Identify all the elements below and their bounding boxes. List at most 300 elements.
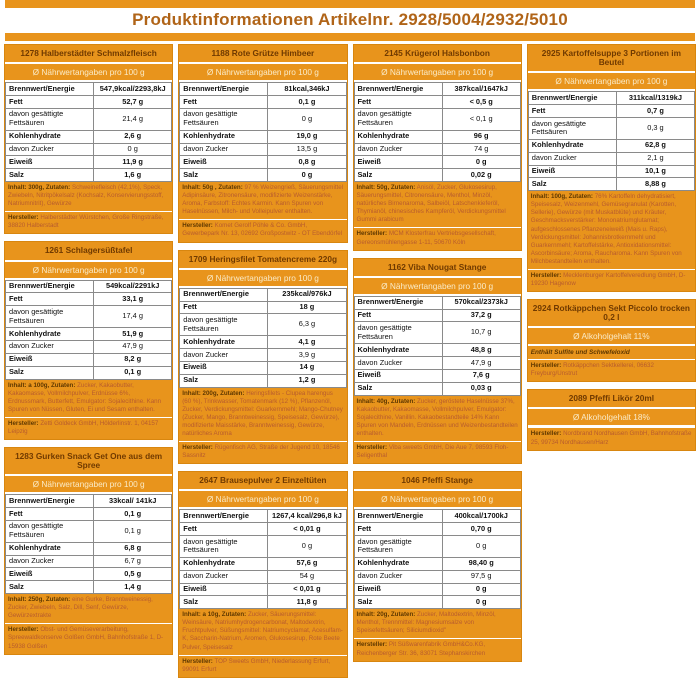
nutrition-row xyxy=(6,495,172,508)
nutrient-label: Kohlenhydrate xyxy=(180,336,268,349)
manufacturer-text xyxy=(5,417,172,439)
nutrient-label: Salz xyxy=(528,178,616,191)
allergen-note: Enthält Sulfite und Schwefeloxid xyxy=(530,349,630,357)
nutrition-row xyxy=(6,280,172,293)
manufacturer-text xyxy=(528,359,695,381)
nutrition-row xyxy=(6,328,172,341)
nutrition-header: Ø Nährwertangaben pro 100 g xyxy=(5,64,172,82)
inhalt-prefix: Inhalt: 200g, Zutaten: xyxy=(182,389,245,397)
nutrient-value: 11,9 g xyxy=(94,156,172,169)
card-column xyxy=(178,44,347,678)
ingredients-text xyxy=(5,182,172,211)
product-card xyxy=(353,471,522,661)
hersteller-prefix: Hersteller: xyxy=(530,271,562,279)
ingredients-text xyxy=(179,609,346,654)
inhalt-body: 76% Kartoffeln dehydratisiert, Speisesalz, Weizenmehl, Gemüsegranulat (Karotten, Sellerie), Gewürze (mit Muskatblüte) und Kräuter, Geschmacksverstärker: Mononatriumglutamat; aufgeschlossenes Pflanzeneiweiß (Mais u. Raps), Verdickungsmittel: Johannisbrotkernmehl und Guarkernmehl; Kartoffelstärke, Antioxidationsmittel: Ascorbinsäure; Aroma, Raucharoma. Kann Spuren von Milchbestandteilen enthalten. xyxy=(530,193,682,265)
nutrition-row xyxy=(354,357,520,370)
product-card xyxy=(4,447,173,655)
product-card-alcohol xyxy=(527,299,696,382)
nutrient-value: 0,7 g xyxy=(616,105,694,118)
inhalt-body: Heringsfilets - Clupea harengus (60 %), Trinkwasser, Tomatenmark (12 %), Pflanzenöl, Zucker, Verdickungsmittel: Guarkernmehl; Mango-Chutney (Zucker, Mango, Branntweinessig, Speisesalz, Gewürze), modifizierte Maisstärke, Branntweinessig, Gewürze, natürliches Aroma xyxy=(182,389,343,437)
nutrient-value: 81kcal,346kJ xyxy=(268,83,346,96)
nutrient-value: 0 g xyxy=(442,156,520,169)
nutrient-value: 47,9 g xyxy=(94,340,172,353)
nutrition-table-body xyxy=(528,92,694,191)
nutrient-label: Salz xyxy=(6,581,94,594)
nutrition-row xyxy=(528,165,694,178)
nutrient-value: 0,5 g xyxy=(94,568,172,581)
nutrient-value: 10,7 g xyxy=(442,322,520,344)
nutrient-value: 1,2 g xyxy=(268,374,346,387)
manufacturer-text xyxy=(179,219,346,241)
nutrient-label: Kohlenhydrate xyxy=(354,557,442,570)
nutrient-value: 33kcal/ 141kJ xyxy=(94,495,172,508)
ingredients-text xyxy=(179,388,346,441)
hersteller-body: Mecklenburger Kartoffelveredlung GmbH, D-19230 Hagenow xyxy=(530,271,686,287)
nutrition-row xyxy=(354,382,520,395)
nutrient-value: 11,8 g xyxy=(268,596,346,609)
nutrient-label: Salz xyxy=(180,596,268,609)
nutrient-value: 48,8 g xyxy=(442,344,520,357)
nutrition-row xyxy=(528,92,694,105)
card-column xyxy=(527,44,696,678)
nutrient-value: 8,2 g xyxy=(94,353,172,366)
nutrient-value: 33,1 g xyxy=(94,293,172,306)
nutrition-row xyxy=(180,288,346,301)
nutrition-row xyxy=(6,96,172,109)
nutrition-row xyxy=(354,536,520,558)
nutrition-row xyxy=(180,349,346,362)
nutrition-row xyxy=(528,139,694,152)
nutrient-label: Eiweiß xyxy=(180,583,268,596)
nutrient-label: Salz xyxy=(354,169,442,182)
inhalt-prefix: Inhalt: 50g, Zutaten: xyxy=(356,184,416,192)
nutrition-row xyxy=(180,143,346,156)
nutrition-table xyxy=(354,509,521,609)
hersteller-body: Halberstädter Würstchen, Große Ringstraße, 38820 Halberstadt xyxy=(8,214,164,230)
nutrition-row xyxy=(354,108,520,130)
nutrient-value: 570kcal/2373kJ xyxy=(442,296,520,309)
nutrition-row xyxy=(180,156,346,169)
nutrient-value: 6,8 g xyxy=(94,542,172,555)
hersteller-prefix: Hersteller: xyxy=(356,444,388,451)
nutrient-label: Brennwert/Energie xyxy=(354,83,442,96)
manufacturer-text xyxy=(354,638,521,660)
nutrient-label: Kohlenhydrate xyxy=(180,557,268,570)
nutrient-value: 10,1 g xyxy=(616,165,694,178)
inhalt-prefix: Inhalt: 300g, Zutaten: xyxy=(8,184,71,192)
manufacturer-text xyxy=(354,441,521,463)
card-footer xyxy=(5,182,172,233)
nutrition-row xyxy=(180,570,346,583)
nutrient-value: 549kcal/2291kJ xyxy=(94,280,172,293)
nutrient-value: 0 g xyxy=(268,169,346,182)
product-card-title: 1261 Schlagersüßtafel xyxy=(5,242,172,261)
inhalt-body: Zucker, Kakaobutter, Kakaomasse, Vollmilchpulver, Erdnüsse 6%, Erdnussmark, Butterfett, Emulgator: Sojalecithine. Kann Spuren von Nüssen, Gluten, Ei und Sesam enthalten. xyxy=(8,381,162,413)
nutrient-value: 37,2 g xyxy=(442,309,520,322)
inhalt-prefix: Inhalt: 250g, Zutaten: xyxy=(8,596,71,604)
nutrition-table xyxy=(179,288,346,388)
page-title: Produktinformationen Artikelnr. 2928/5004/2932/5010 xyxy=(132,10,568,29)
nutrition-table xyxy=(5,494,172,594)
nutrient-value: < 0,01 g xyxy=(268,523,346,536)
nutrition-row xyxy=(6,340,172,353)
nutrient-label: Fett xyxy=(528,105,616,118)
nutrient-value: 1267,4 kcal/296,8 kJ xyxy=(268,510,346,523)
nutrient-value: 17,4 g xyxy=(94,306,172,328)
nutrition-row xyxy=(6,353,172,366)
nutrition-table xyxy=(354,82,521,182)
card-footer xyxy=(179,609,346,676)
nutrient-label: Salz xyxy=(354,382,442,395)
nutrient-value: 47,9 g xyxy=(442,357,520,370)
card-footer xyxy=(528,191,695,291)
card-footer xyxy=(5,380,172,439)
nutrient-value: 0,1 g xyxy=(94,366,172,379)
nutrient-label: Kohlenhydrate xyxy=(528,139,616,152)
hersteller-prefix: Hersteller: xyxy=(182,657,213,665)
nutrient-label: Eiweiß xyxy=(6,568,94,581)
nutrient-label: Fett xyxy=(6,96,94,109)
inhalt-prefix: Inhalt: 40g, Zutaten: xyxy=(356,397,416,405)
nutrient-value: 96 g xyxy=(442,130,520,143)
nutrient-label: davon Zucker xyxy=(6,555,94,568)
nutrient-value: 0,70 g xyxy=(442,523,520,536)
hersteller-prefix: Hersteller: xyxy=(8,419,39,427)
nutrient-label: Salz xyxy=(354,596,442,609)
nutrient-label: davon Zucker xyxy=(180,143,268,156)
nutrient-label: Fett xyxy=(354,96,442,109)
nutrient-label: davon gesättigte Fettsäuren xyxy=(354,536,442,558)
manufacturer-text xyxy=(5,623,172,653)
alcohol-content: Ø Alkoholgehalt 11% xyxy=(528,328,695,346)
nutrient-label: Salz xyxy=(6,366,94,379)
nutrition-row xyxy=(180,108,346,130)
nutrient-label: Brennwert/Energie xyxy=(180,83,268,96)
inhalt-body: 97 % Weizengrieß, Säuerungsmittel Adipinsäure, Zitronensäure, modifizierte Weizenstärke, Aroma, Farbstoff: Echtes Karmin. Kann Spuren von Haselnüssen, Milch- und Volleipulver enthalten. xyxy=(182,184,344,216)
hersteller-prefix: Hersteller: xyxy=(356,230,388,238)
ingredients-text xyxy=(5,594,172,623)
nutrition-row xyxy=(180,336,346,349)
alcohol-content: Ø Alkoholgehalt 18% xyxy=(528,409,695,427)
nutrition-row xyxy=(528,118,694,140)
nutrient-value: 0 g xyxy=(268,108,346,130)
product-card-title: 2925 Kartoffelsuppe 3 Portionen im Beutel xyxy=(528,45,695,73)
ingredients-text xyxy=(179,182,346,219)
inhalt-body: Schweinefleisch (42,1%), Speck, Zwiebeln, Nitritpökelsalz (Kochsalz, Konservierungsstoff, Natriumnitrit), Gewürze xyxy=(8,184,164,208)
nutrient-value: 0,3 g xyxy=(616,118,694,140)
nutrition-table-body xyxy=(180,83,346,182)
nutrient-value: 7,6 g xyxy=(442,369,520,382)
nutrient-value: 2,6 g xyxy=(94,130,172,143)
nutrient-value: 6,3 g xyxy=(268,314,346,336)
hersteller-body: Obst- und Gemüseverarbeitung, Spreewaldkonserve Golßen GmbH, Bahnhofstraße 1, D-15938 Golßen xyxy=(8,626,164,650)
nutrient-label: davon Zucker xyxy=(528,152,616,165)
product-card xyxy=(527,44,696,292)
manufacturer-text xyxy=(528,427,695,449)
product-card-title: 1278 Halberstädter Schmalzfleisch xyxy=(5,45,172,64)
nutrient-value: 98,40 g xyxy=(442,557,520,570)
nutrition-row xyxy=(354,156,520,169)
nutrient-label: Kohlenhydrate xyxy=(354,344,442,357)
nutrient-label: Brennwert/Energie xyxy=(354,296,442,309)
inhalt-prefix: Inhalt: 50g , Zutaten: xyxy=(182,184,243,192)
product-card-title: 1283 Gurken Snack Get One aus dem Spree xyxy=(5,448,172,476)
nutrient-value: 1,4 g xyxy=(94,581,172,594)
nutrient-value: 0,1 g xyxy=(268,96,346,109)
nutrition-header: Ø Nährwertangaben pro 100 g xyxy=(528,73,695,91)
nutrition-row xyxy=(6,169,172,182)
nutrition-table-body xyxy=(6,495,172,594)
nutrient-label: Salz xyxy=(180,374,268,387)
product-card-title: 2647 Brausepulver 2 Einzeltüten xyxy=(179,472,346,491)
nutrient-label: davon gesättigte Fettsäuren xyxy=(354,322,442,344)
nutrition-table xyxy=(5,280,172,380)
product-card-title: 2145 Krügerol Halsbonbon xyxy=(354,45,521,64)
nutrient-value: 62,8 g xyxy=(616,139,694,152)
nutrient-label: Fett xyxy=(180,523,268,536)
nutrient-label: Brennwert/Energie xyxy=(6,83,94,96)
card-footer xyxy=(179,388,346,464)
hersteller-body: Rügenfisch AG, Straße der Jugend 10, 18546 Sassnitz xyxy=(182,444,340,460)
manufacturer-text xyxy=(5,211,172,233)
product-card-title: 2924 Rotkäppchen Sekt Piccolo trocken 0,2 l xyxy=(528,300,695,328)
nutrient-label: davon gesättigte Fettsäuren xyxy=(528,118,616,140)
nutrition-table xyxy=(179,82,346,182)
nutrition-row xyxy=(6,108,172,130)
product-card xyxy=(178,250,347,465)
nutrient-label: Eiweiß xyxy=(354,583,442,596)
hersteller-prefix: Hersteller: xyxy=(8,626,39,634)
nutrient-value: 0 g xyxy=(94,143,172,156)
nutrient-value: 0 g xyxy=(268,536,346,558)
nutrition-row xyxy=(354,143,520,156)
nutrition-row xyxy=(6,555,172,568)
nutrient-value: 97,5 g xyxy=(442,570,520,583)
ingredients-text xyxy=(354,396,521,441)
manufacturer-text xyxy=(354,227,521,249)
nutrient-label: Brennwert/Energie xyxy=(6,280,94,293)
nutrient-label: Kohlenhydrate xyxy=(6,328,94,341)
hersteller-body: Pit Süßwarenfabrik GmbH&Co.KG, Reichenberger Str. 36, 83071 Stephanskirchen xyxy=(356,641,486,657)
nutrient-label: Brennwert/Energie xyxy=(180,510,268,523)
nutrient-value: 4,1 g xyxy=(268,336,346,349)
hersteller-body: Viba sweets GmbH, Die Aue 7, 98593 Floh-Seligenthal xyxy=(356,444,509,460)
product-card xyxy=(178,44,347,243)
product-card-title: 2089 Pfeffi Likör 20ml xyxy=(528,390,695,409)
nutrient-label: Fett xyxy=(354,523,442,536)
nutrient-value: 18 g xyxy=(268,301,346,314)
inhalt-body: eine Gurke, Branntweinessig, Zucker, Zwiebeln, Salz, Dill, Senf, Gewürze, Gewürzextrakte xyxy=(8,596,153,620)
hersteller-body: Rotkäppchen Sektkellerei, 06632 Freyburg/Unstrut xyxy=(530,362,654,378)
nutrient-value: 14 g xyxy=(268,361,346,374)
nutrition-row xyxy=(354,83,520,96)
nutrition-row xyxy=(180,361,346,374)
nutrient-value: 8,88 g xyxy=(616,178,694,191)
nutrient-label: davon gesättigte Fettsäuren xyxy=(180,536,268,558)
ingredients-text xyxy=(354,609,521,638)
nutrition-row xyxy=(6,581,172,594)
nutrient-value: 54 g xyxy=(268,570,346,583)
product-card xyxy=(4,44,173,234)
nutrient-value: 13,5 g xyxy=(268,143,346,156)
nutrition-row xyxy=(6,366,172,379)
nutrition-row xyxy=(528,105,694,118)
nutrient-label: Eiweiß xyxy=(354,369,442,382)
nutrition-table-body xyxy=(180,510,346,609)
nutrition-header: Ø Nährwertangaben pro 100 g xyxy=(179,64,346,82)
nutrition-table xyxy=(179,509,346,609)
nutrient-value: 400kcal/1700kJ xyxy=(442,510,520,523)
nutrition-table xyxy=(354,296,521,396)
nutrient-value: 6,7 g xyxy=(94,555,172,568)
nutrient-label: Kohlenhydrate xyxy=(6,130,94,143)
nutrient-value: 3,9 g xyxy=(268,349,346,362)
card-footer xyxy=(354,182,521,249)
nutrient-label: Eiweiß xyxy=(6,353,94,366)
nutrient-label: davon Zucker xyxy=(354,143,442,156)
nutrient-label: Brennwert/Energie xyxy=(354,510,442,523)
ingredients-text xyxy=(354,182,521,227)
nutrient-label: davon Zucker xyxy=(6,143,94,156)
nutrition-row xyxy=(180,536,346,558)
nutrient-label: Fett xyxy=(6,508,94,521)
product-card-title: 1188 Rote Grütze Himbeer xyxy=(179,45,346,64)
inhalt-prefix: Inhalt: 20g, Zutaten: xyxy=(356,611,416,619)
hersteller-prefix: Hersteller: xyxy=(8,214,39,222)
nutrient-label: davon gesättigte Fettsäuren xyxy=(354,108,442,130)
nutrition-row xyxy=(528,178,694,191)
nutrient-value: 0 g xyxy=(442,596,520,609)
nutrition-row xyxy=(354,583,520,596)
nutrient-label: Eiweiß xyxy=(180,361,268,374)
manufacturer-text xyxy=(179,655,346,677)
nutrient-label: Eiweiß xyxy=(6,156,94,169)
nutrient-value: 0,02 g xyxy=(442,169,520,182)
nutrition-row xyxy=(180,374,346,387)
nutrition-row xyxy=(6,520,172,542)
inhalt-prefix: Inhalt: 100g, Zutaten: xyxy=(530,193,593,201)
card-footer xyxy=(354,396,521,463)
cards-grid xyxy=(4,44,696,678)
nutrient-value: 2,1 g xyxy=(616,152,694,165)
nutrient-value: 547,9kcal/2293,8kJ xyxy=(94,83,172,96)
hersteller-body: TOP Sweets GmbH, Niederlassung Erfurt, 99091 Erfurt xyxy=(182,657,331,673)
product-card-alcohol xyxy=(527,389,696,450)
nutrition-table-body xyxy=(6,83,172,182)
card-footer xyxy=(354,609,521,660)
inhalt-prefix: Inhalt: a 100g, Zutaten: xyxy=(8,381,76,389)
nutrient-label: Brennwert/Energie xyxy=(6,495,94,508)
nutrition-row xyxy=(6,568,172,581)
product-card xyxy=(353,258,522,465)
nutrient-value: 1,6 g xyxy=(94,169,172,182)
nutrient-value: 235kcal/976kJ xyxy=(268,288,346,301)
page-header xyxy=(4,0,696,41)
nutrition-row xyxy=(6,306,172,328)
nutrient-value: 311kcal/1319kJ xyxy=(616,92,694,105)
hersteller-prefix: Hersteller: xyxy=(182,444,213,451)
nutrition-row xyxy=(354,309,520,322)
nutrient-label: Fett xyxy=(6,293,94,306)
product-card xyxy=(4,241,173,440)
nutrition-header: Ø Nährwertangaben pro 100 g xyxy=(354,64,521,82)
inhalt-body: Zucker, geröstete Haselnüsse 37%, Kakaobutter, Kakaomasse, Vollmilchpulver, Emulgator: Sojalecithine, Vanillin. Kakaobestandteile 14% Kann Spuren von Mandeln, Erdnüssen und Weizenbestandteilen enthalten. xyxy=(356,397,518,437)
header-top-bar xyxy=(5,0,695,8)
nutrition-row xyxy=(354,523,520,536)
nutrient-label: Brennwert/Energie xyxy=(528,92,616,105)
nutrient-label: davon Zucker xyxy=(6,340,94,353)
nutrient-value: 57,6 g xyxy=(268,557,346,570)
nutrition-table-body xyxy=(354,296,520,395)
nutrition-table-body xyxy=(354,510,520,609)
manufacturer-text xyxy=(179,441,346,463)
nutrient-label: davon Zucker xyxy=(354,570,442,583)
manufacturer-text xyxy=(528,269,695,291)
nutrient-value: 51,9 g xyxy=(94,328,172,341)
nutrition-header: Ø Nährwertangaben pro 100 g xyxy=(5,476,172,494)
nutrition-row xyxy=(354,557,520,570)
nutrition-row xyxy=(180,314,346,336)
nutrition-row xyxy=(6,83,172,96)
hersteller-prefix: Hersteller: xyxy=(530,430,562,438)
nutrient-value: 387kcal/1647kJ xyxy=(442,83,520,96)
nutrient-label: davon gesättigte Fettsäuren xyxy=(180,108,268,130)
nutrient-value: 0,1 g xyxy=(94,508,172,521)
nutrient-label: davon gesättigte Fettsäuren xyxy=(6,108,94,130)
hersteller-body: Zetti Goldeck GmbH, Hölderlinstr. 1, 04157 Leipzig xyxy=(8,419,159,435)
nutrition-row xyxy=(180,583,346,596)
nutrient-label: davon Zucker xyxy=(180,570,268,583)
nutrition-row xyxy=(180,557,346,570)
nutrient-label: Brennwert/Energie xyxy=(180,288,268,301)
card-column xyxy=(353,44,522,678)
nutrient-label: davon gesättigte Fettsäuren xyxy=(180,314,268,336)
ingredients-text xyxy=(5,380,172,417)
hersteller-prefix: Hersteller: xyxy=(356,641,388,649)
nutrition-row xyxy=(6,130,172,143)
nutrition-row xyxy=(6,143,172,156)
nutrient-label: Kohlenhydrate xyxy=(6,542,94,555)
product-card-title: 1046 Pfeffi Stange xyxy=(354,472,521,491)
nutrient-label: Eiweiß xyxy=(354,156,442,169)
nutrition-table-body xyxy=(354,83,520,182)
nutrition-row xyxy=(354,596,520,609)
card-footer xyxy=(179,182,346,241)
nutrition-row xyxy=(528,152,694,165)
nutrient-label: Salz xyxy=(6,169,94,182)
nutrition-table-body xyxy=(180,288,346,387)
nutrient-value: 0,1 g xyxy=(94,520,172,542)
nutrition-row xyxy=(354,344,520,357)
nutrient-value: 0,8 g xyxy=(268,156,346,169)
nutrition-row xyxy=(180,130,346,143)
nutrient-label: Eiweiß xyxy=(180,156,268,169)
hersteller-body: Komet Gerolf Pöhle & Co. GmbH, Gewerbepark Nr. 13, 02692 Großpostwitz - OT Ebendörfel xyxy=(182,222,343,238)
nutrition-row xyxy=(6,542,172,555)
hersteller-prefix: Hersteller: xyxy=(182,222,213,230)
inhalt-body: Zucker, Maltodextrin, Minzöl, Menthol, Trennmittel: Magnesiumsalze von Speisefettsäuren; Siliciumdioxid" xyxy=(356,611,496,635)
card-footer xyxy=(5,594,172,653)
nutrition-table-body xyxy=(6,280,172,379)
nutrient-value: 74 g xyxy=(442,143,520,156)
nutrition-row xyxy=(6,508,172,521)
nutrition-row xyxy=(354,570,520,583)
card-column xyxy=(4,44,173,678)
nutrition-row xyxy=(6,293,172,306)
nutrient-value: < 0,5 g xyxy=(442,96,520,109)
nutrient-value: 0,03 g xyxy=(442,382,520,395)
